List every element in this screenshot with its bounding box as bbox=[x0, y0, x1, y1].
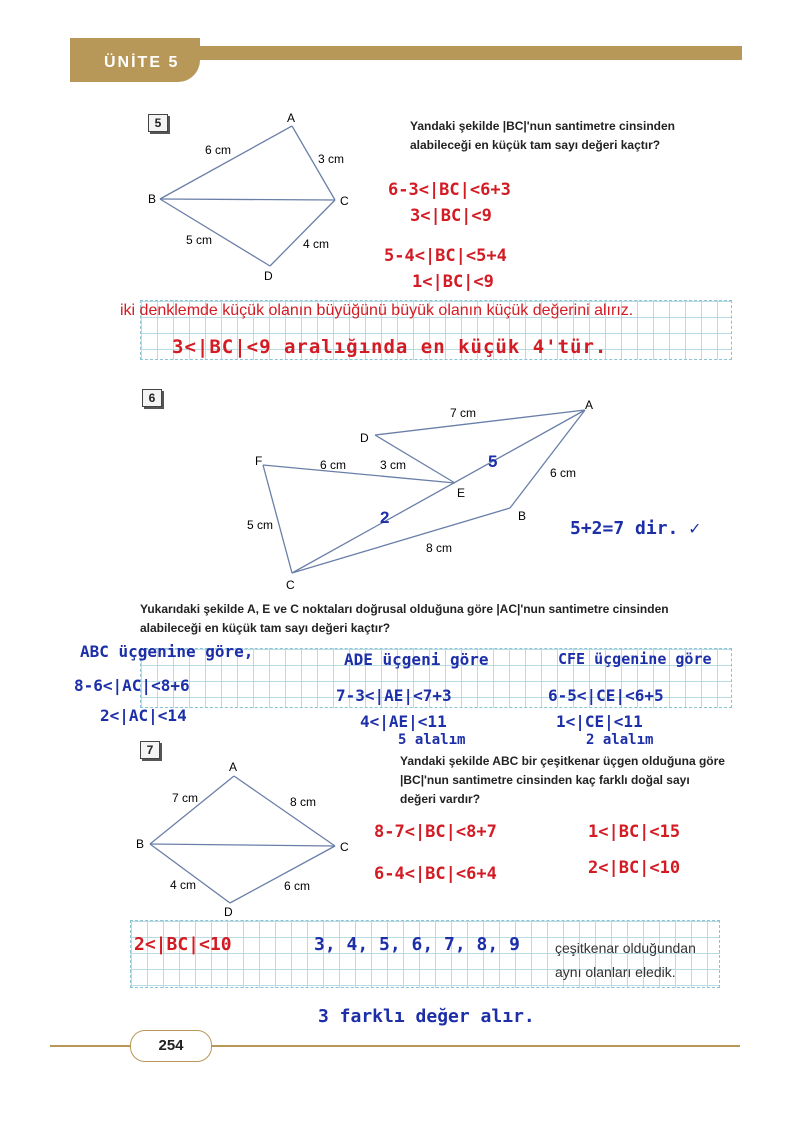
q7-grid-left: 2<|BC|<10 bbox=[134, 934, 232, 955]
q7-edge-ba: 7 cm bbox=[172, 791, 199, 805]
q6-col1-line1: 8-6<|AC|<8+6 bbox=[74, 676, 190, 695]
q7-edge-ac: 8 cm bbox=[290, 795, 317, 809]
q6-edge-fc: 5 cm bbox=[247, 518, 274, 532]
q5-answer: 3<|BC|<9 aralığında en küçük 4'tür. bbox=[172, 336, 608, 358]
q5-quadrilateral-figure bbox=[140, 108, 370, 288]
q6-col3-line1: 6-5<|CE|<6+5 bbox=[548, 686, 664, 705]
q7-answer: 3 farklı değer alır. bbox=[318, 1006, 535, 1027]
q6-side-answer: 5+2=7 dir. ✓ bbox=[570, 518, 701, 539]
q5-hw-line3: 5-4<|BC|<5+4 bbox=[384, 246, 507, 266]
q6-col3-line3: 2 alalım bbox=[586, 732, 654, 748]
q7-question-text: Yandaki şekilde ABC bir çeşitkenar üçgen olduğuna göre |BC|'nun santimetre cinsinden kaç farklı doğal sayı değeri vardır? bbox=[400, 754, 725, 806]
q7-quadrilateral-figure bbox=[130, 758, 360, 920]
q7-edge-bd: 4 cm bbox=[170, 878, 197, 892]
q5-label-b: B bbox=[148, 192, 157, 206]
q5-question-text: Yandaki şekilde |BC|'nun santimetre cinsinden alabileceği en küçük tam sayı değeri kaçtır? bbox=[410, 119, 675, 152]
q6-figure bbox=[240, 395, 610, 595]
q7-hw-line3: 6-4<|BC|<6+4 bbox=[374, 864, 497, 884]
q6-col1-line2: 2<|AC|<14 bbox=[100, 706, 187, 725]
q6-edge-cb: 8 cm bbox=[426, 541, 453, 555]
q5-edge-bd: 5 cm bbox=[186, 233, 213, 247]
q6-edge-de: 3 cm bbox=[380, 458, 407, 472]
question-number-6: 6 bbox=[142, 389, 162, 407]
q7-label-c: C bbox=[340, 840, 349, 854]
q7-label-b: B bbox=[136, 837, 145, 851]
q5-hw-line1: 6-3<|BC|<6+3 bbox=[388, 180, 511, 200]
question-number-7: 7 bbox=[140, 741, 160, 759]
q7-label-d: D bbox=[224, 905, 233, 919]
q5-edge-ba: 6 cm bbox=[205, 143, 232, 157]
q6-edge-da: 7 cm bbox=[450, 406, 477, 420]
q5-hw-line2: 3<|BC|<9 bbox=[410, 206, 492, 226]
q6-edge-ab: 6 cm bbox=[550, 466, 577, 480]
q7-hw-line4: 2<|BC|<10 bbox=[588, 858, 681, 878]
q6-label-f: F bbox=[255, 454, 263, 468]
q6-label-b: B bbox=[518, 509, 527, 523]
q7-note: çeşitkenar olduğundan aynı olanları eledik. bbox=[555, 940, 696, 980]
q7-hw-line1: 8-7<|BC|<8+7 bbox=[374, 822, 497, 842]
q6-col2-line1: 7-3<|AE|<7+3 bbox=[336, 686, 452, 705]
q6-label-d: D bbox=[360, 431, 369, 445]
q7-values: 3, 4, 5, 6, 7, 8, 9 bbox=[314, 934, 520, 955]
q6-col1-title: ABC üçgenine göre, bbox=[80, 642, 254, 661]
q6-mark-ea: 5 bbox=[488, 452, 498, 471]
q6-label-c: C bbox=[286, 578, 295, 592]
q6-question-text: Yukarıdaki şekilde A, E ve C noktaları doğrusal olduğuna göre |AC|'nun santimetre cinsinden alabileceği en küçük tam sayı değeri kaçtır? bbox=[140, 602, 669, 635]
q5-note: iki denklemde küçük olanın büyüğünü büyük olanın küçük değerini alırız. bbox=[120, 302, 634, 319]
q6-col2-line2: 4<|AE|<11 bbox=[360, 712, 447, 731]
q7-edge-dc: 6 cm bbox=[284, 879, 311, 893]
q5-edge-dc: 4 cm bbox=[303, 237, 330, 251]
q6-label-e: E bbox=[457, 486, 466, 500]
q6-label-a: A bbox=[585, 398, 594, 412]
q5-label-d: D bbox=[264, 269, 273, 283]
q6-col2-line3: 5 alalım bbox=[398, 732, 466, 748]
q6-edge-fe: 6 cm bbox=[320, 458, 347, 472]
q7-hw-line2: 1<|BC|<15 bbox=[588, 822, 681, 842]
q5-label-a: A bbox=[287, 111, 296, 125]
question-number-5: 5 bbox=[148, 114, 168, 132]
q6-col3-title: CFE üçgenine göre bbox=[558, 650, 712, 668]
unit-label: ÜNİTE 5 bbox=[70, 38, 200, 82]
q6-col2-title: ADE üçgeni göre bbox=[344, 650, 489, 669]
q7-label-a: A bbox=[229, 760, 238, 774]
q5-hw-line4: 1<|BC|<9 bbox=[412, 272, 494, 292]
q5-edge-ac: 3 cm bbox=[318, 152, 345, 166]
header-band bbox=[200, 46, 742, 60]
page-number: 254 bbox=[130, 1030, 212, 1062]
q6-mark-ce: 2 bbox=[380, 508, 390, 527]
q5-label-c: C bbox=[340, 194, 349, 208]
q6-col3-line2: 1<|CE|<11 bbox=[556, 712, 643, 731]
